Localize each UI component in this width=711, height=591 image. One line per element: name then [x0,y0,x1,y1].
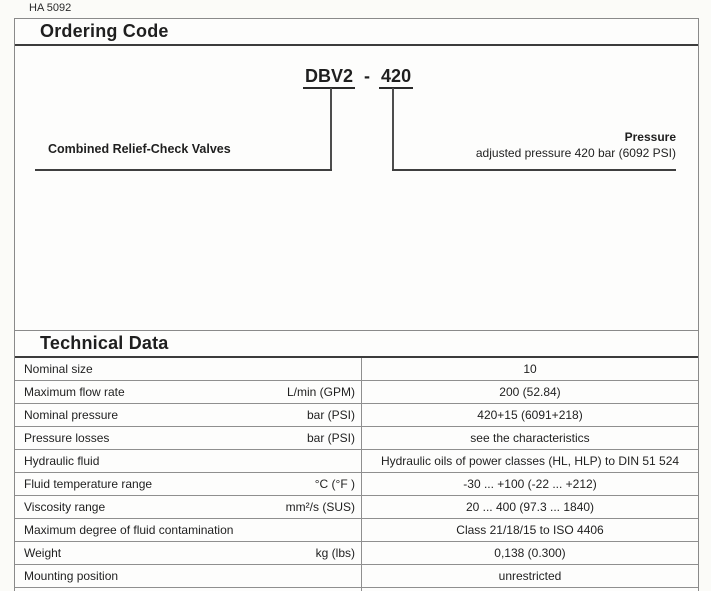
row-label: Hydraulic fluid [24,454,100,468]
row-unit: bar (PSI) [306,408,355,422]
callout-rule-right [392,169,676,171]
row-label: Maximum flow rate [24,385,125,399]
table-row [15,496,698,519]
row-unit: bar (PSI) [306,431,355,445]
row-label: Fluid temperature range [24,477,153,491]
row-value: -30 ... +100 (-22 ... +212) [463,477,597,491]
right-callout [476,130,676,161]
table-row [15,404,698,427]
row-unit: °C (°F ) [314,477,355,491]
table-row [15,381,698,404]
model-code-separator: - [364,66,371,86]
row-label: Nominal pressure [24,408,119,422]
content-box [14,18,699,591]
row-value: 420+15 (6091+218) [477,408,583,422]
technical-data-title: Technical Data [40,333,169,353]
row-label: Maximum degree of fluid contamination [24,523,234,537]
row-value: 20 ... 400 (97.3 ... 1840) [465,500,595,514]
row-value: unrestricted [498,569,562,583]
row-label: Pressure losses [24,431,110,445]
table-row [15,542,698,565]
table-row [15,519,698,542]
row-value: see the characteristics [470,431,590,445]
table-row [15,473,698,496]
row-unit: L/min (GPM) [286,385,355,399]
table-row [15,565,698,588]
left-callout-label: Combined Relief-Check Valves [48,142,231,156]
model-code-prefix: DBV2 [303,67,355,89]
technical-data-table [15,358,698,591]
ordering-code-diagram [15,46,698,330]
row-label: Mounting position [24,569,119,583]
right-callout-description: adjusted pressure 420 bar (6092 PSI) [475,146,676,160]
table-row [15,427,698,450]
table-row [15,358,698,381]
row-unit: mm²/s (SUS) [285,500,355,514]
model-code-suffix: 420 [379,67,413,89]
row-value: Hydraulic oils of power classes (HL, HLP) to DIN 51 524 [380,454,680,468]
row-label: Nominal size [24,362,93,376]
ordering-code-title: Ordering Code [40,21,169,41]
row-value: 200 (52.84) [499,385,561,399]
row-value: Class 21/18/15 to ISO 4406 [456,523,604,537]
table-row [15,450,698,473]
right-callout-title: Pressure [624,130,676,144]
ordering-code-header [15,18,698,46]
technical-data-header [15,330,698,358]
document-code: HA 5092 [29,2,72,14]
row-label: Weight [24,546,62,560]
row-value: 10 [523,362,537,376]
model-code [303,66,413,89]
callout-rule-left [35,169,332,171]
row-value: 0,138 (0.300) [494,546,566,560]
row-label: Viscosity range [24,500,106,514]
callout-connector-left [330,88,332,170]
callout-connector-right [392,88,394,170]
row-unit: kg (lbs) [315,546,355,560]
